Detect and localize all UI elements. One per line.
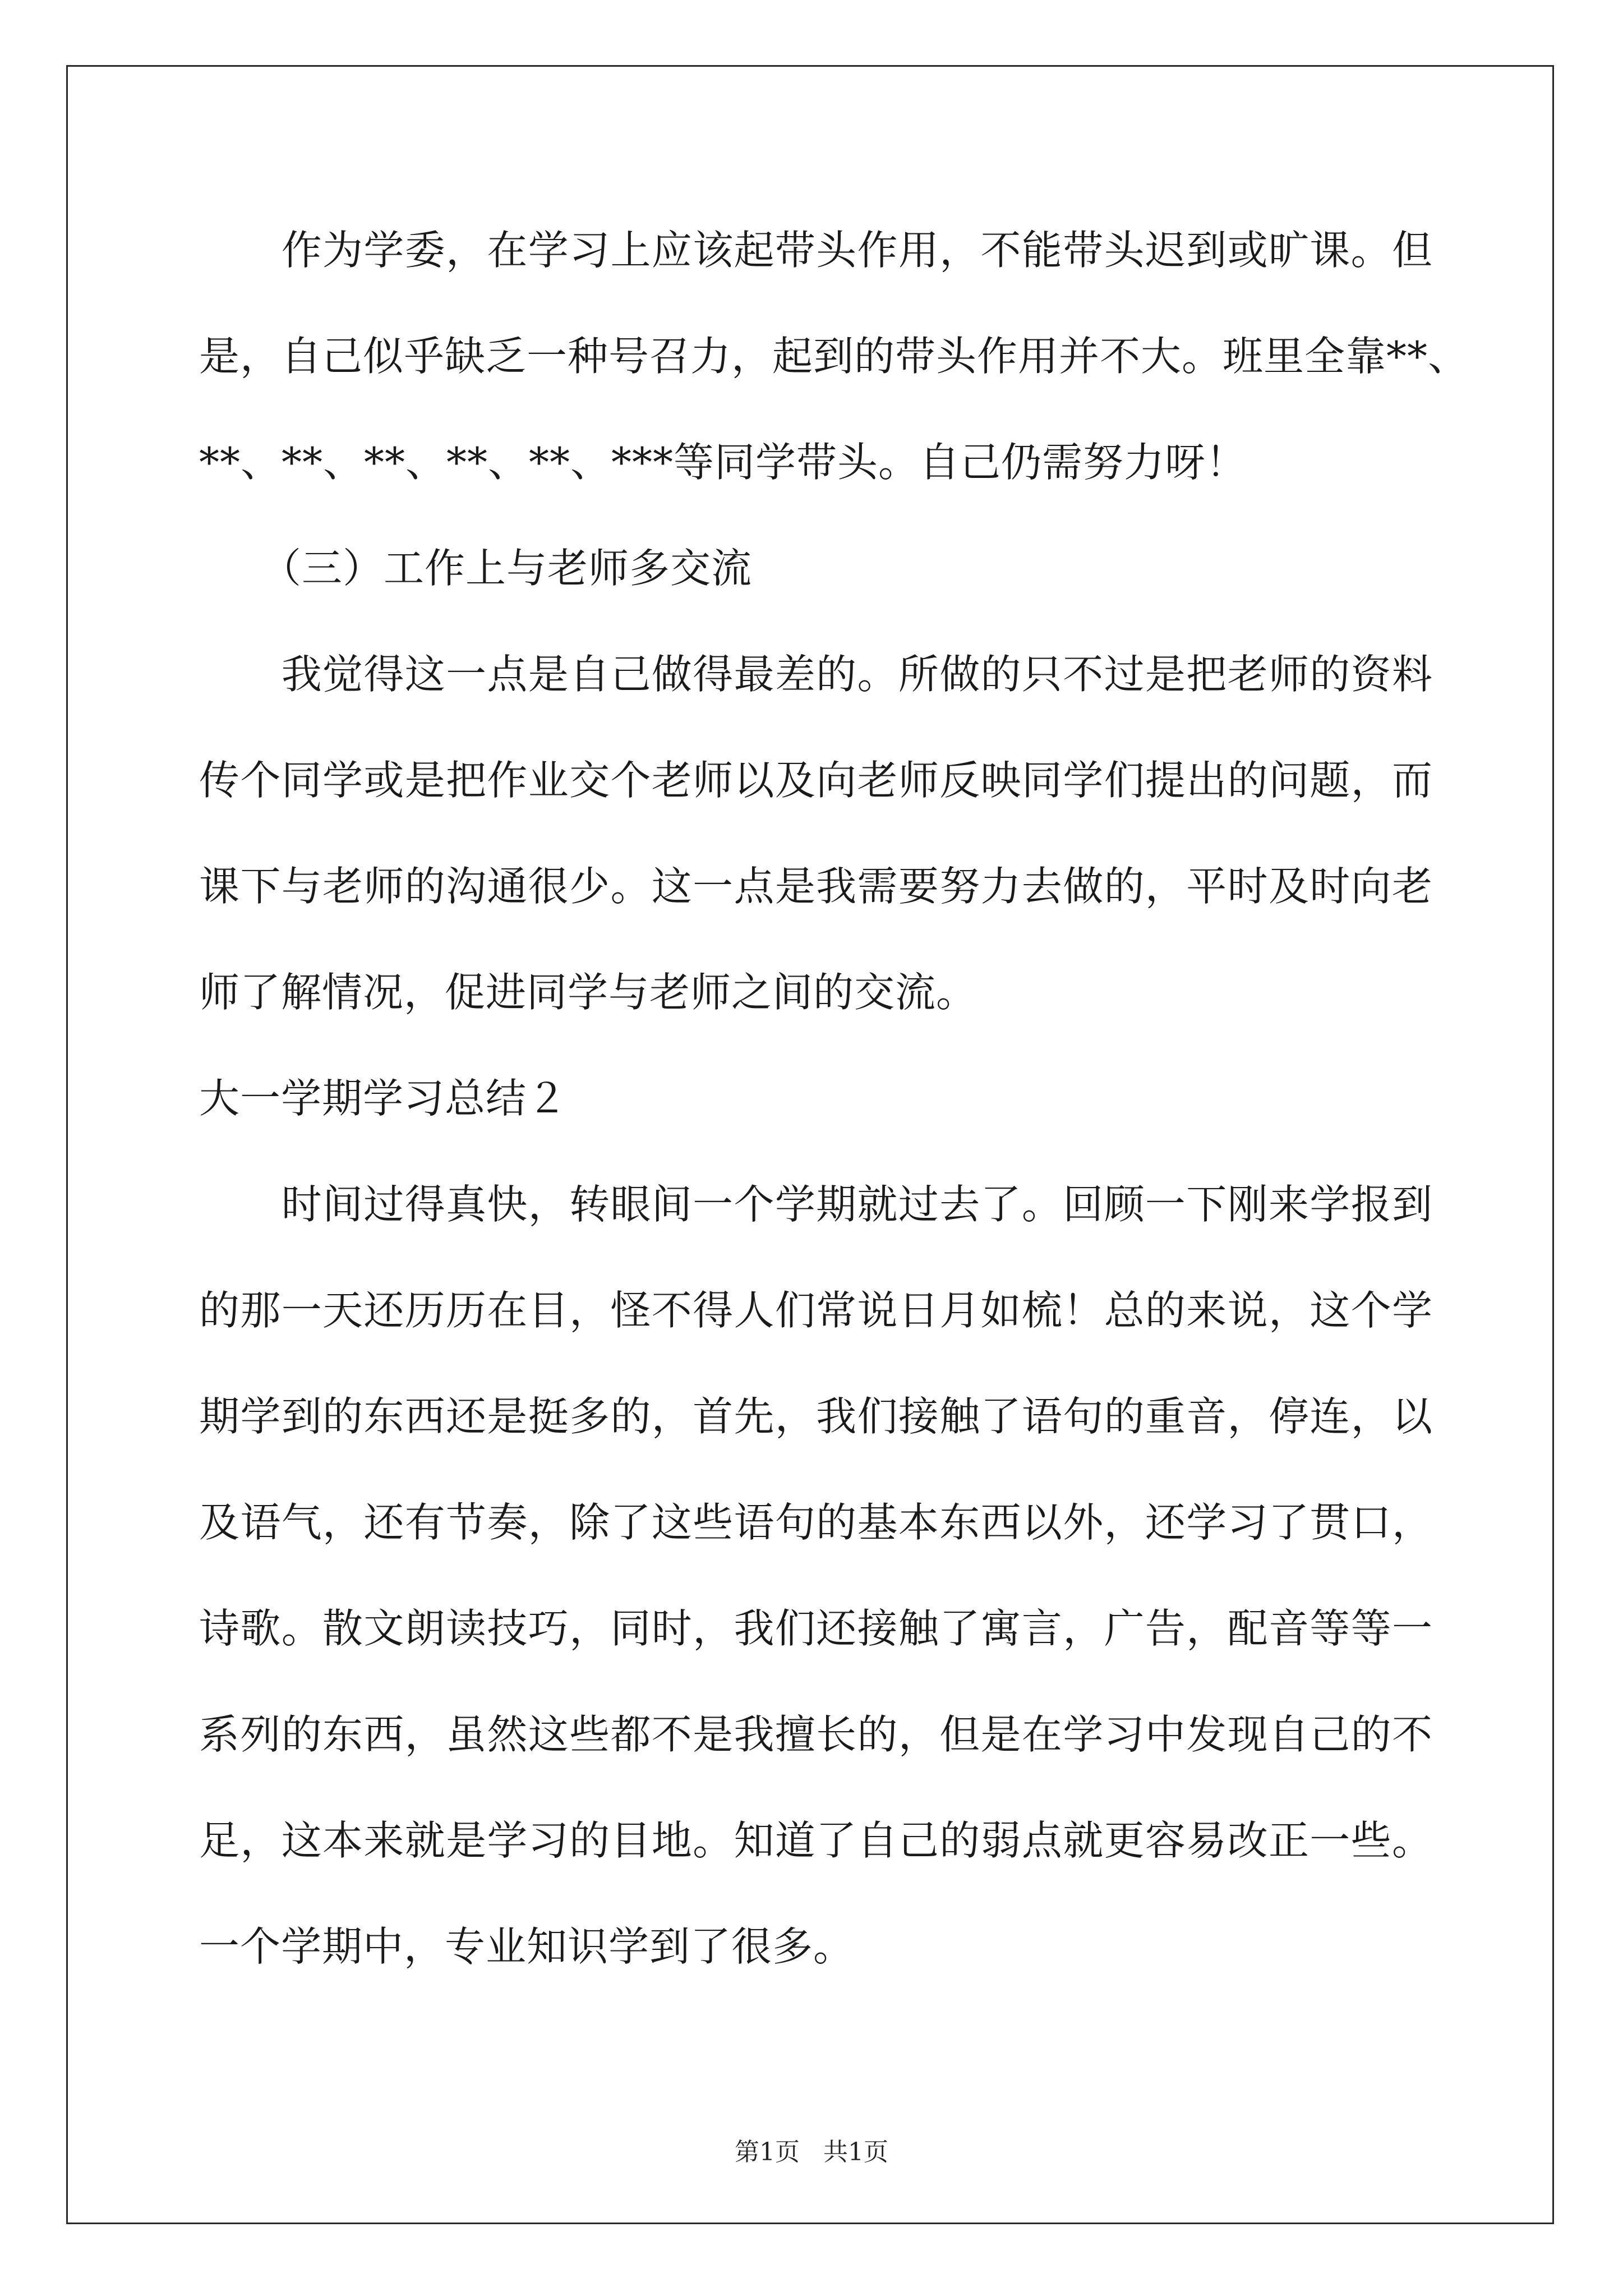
paragraph-line: 是，自己似乎缺乏一种号召力，起到的带头作用并不大。班里全靠**、	[199, 333, 1469, 380]
paragraph-line: 的那一天还历历在目，怪不得人们常说日月如梳！总的来说，这个学	[199, 1287, 1433, 1334]
paragraph-line: 及语气，还有节奏，除了这些语句的基本东西以外，还学习了贯口，	[199, 1499, 1433, 1546]
paragraph-line: 传个同学或是把作业交个老师以及向老师反映同学们提出的问题，而	[199, 757, 1433, 804]
paragraph-line: **、**、**、**、**、***等同学带头。自己仍需努力呀！	[199, 439, 1247, 486]
page-footer	[0, 2132, 1623, 2168]
paragraph-line: 期学到的东西还是挺多的，首先，我们接触了语句的重音，停连，以	[199, 1393, 1433, 1440]
paragraph-line: 我觉得这一点是自己做得最差的。所做的只不过是把老师的资料	[199, 651, 1433, 698]
paragraph-line: 一个学期中，专业知识学到了很多。	[199, 1923, 855, 1970]
paragraph-line: 作为学委，在学习上应该起带头作用，不能带头迟到或旷课。但	[199, 227, 1433, 274]
page-count: 共1页	[823, 2138, 888, 2166]
paragraph-line: 足，这本来就是学习的目地。知道了自己的弱点就更容易改正一些。	[199, 1817, 1433, 1864]
paragraph-line: 课下与老师的沟通很少。这一点是我需要努力去做的，平时及时向老	[199, 863, 1433, 910]
paragraph-line: 系列的东西，虽然这些都不是我擅长的，但是在学习中发现自己的不	[199, 1711, 1433, 1758]
section-title: 大一学期学习总结２	[199, 1075, 568, 1122]
paragraph-line: 诗歌。散文朗读技巧，同时，我们还接触了寓言，广告，配音等等一	[199, 1605, 1433, 1652]
subheading: （三）工作上与老师多交流	[199, 545, 753, 592]
page-number: 第1页	[735, 2138, 800, 2166]
document-body	[199, 197, 1469, 2000]
paragraph-line: 时间过得真快，转眼间一个学期就过去了。回顾一下刚来学报到	[199, 1181, 1433, 1228]
paragraph-line: 师了解情况，促进同学与老师之间的交流。	[199, 969, 978, 1016]
